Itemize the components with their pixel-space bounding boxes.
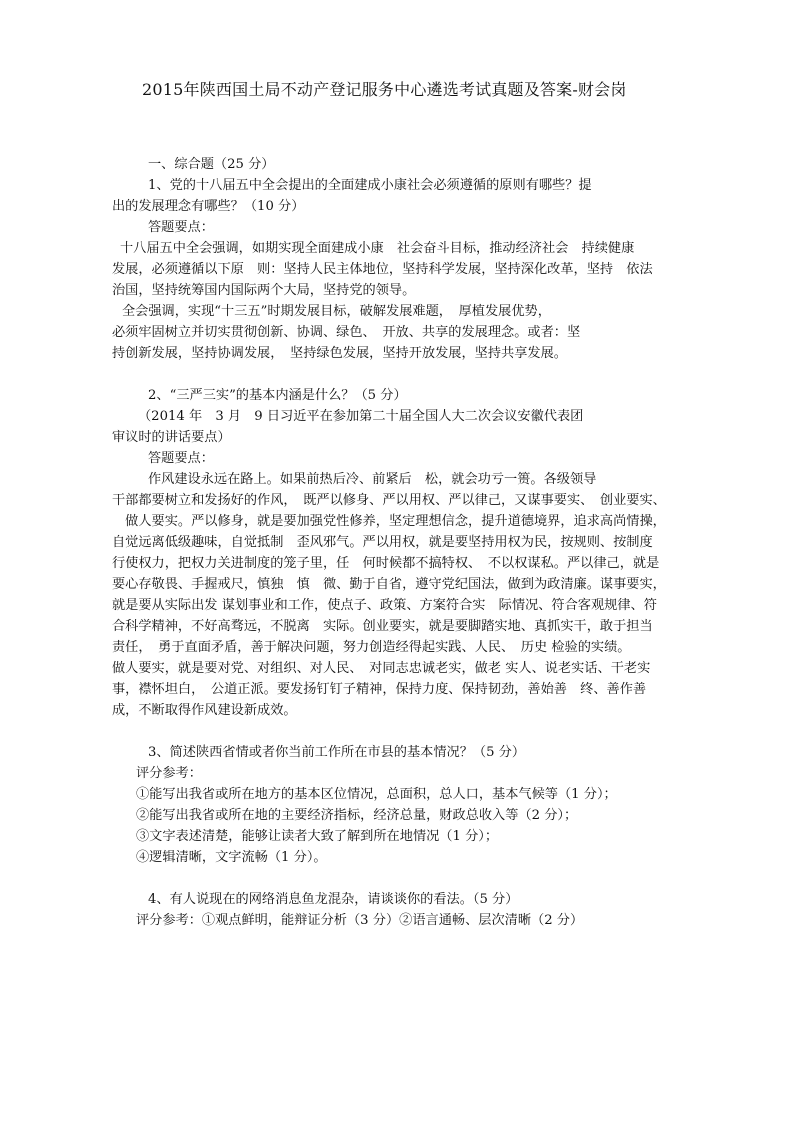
answer-paragraph-line: 合科学精神，不好高骛远，不脱离 实际。创业要实，就是要脚踏实地、真抓实干，敢于担当	[112, 619, 653, 634]
question-2-note: （2014 年 3 月 9 日习近平在参加第二十届全国人大二次会议安徽代表团	[138, 409, 584, 424]
answer-paragraph-line: 就是要从实际出发 谋划事业和工作，使点子、政策、方案符合实 际情况、符合客观规律、符	[112, 598, 657, 613]
answer-paragraph-line: 自觉远离低级趣味，自觉抵制 歪风邪气。严以用权，就是要坚持用权为民，按规则、按制度	[112, 535, 653, 550]
section-1-heading: 一、综合题（25 分）	[148, 157, 275, 172]
answer-points-label: 答题要点：	[148, 451, 214, 466]
question-3-text: 3、简述陕西省情或者你当前工作所在市县的基本情况？（5 分）	[148, 745, 526, 760]
question-4-text: 4、有人说现在的网络消息鱼龙混杂，请谈谈你的看法。（5 分）	[148, 892, 519, 907]
question-2-note-cont: 审议时的讲话要点）	[112, 430, 231, 445]
document-title: 2015年陕西国土局不动产登记服务中心遴选考试真题及答案-财会岗	[142, 80, 627, 99]
question-1-text: 1、党的十八届五中全会提出的全面建成小康社会必须遵循的原则有哪些？提	[148, 178, 592, 193]
answer-paragraph-line: 全会强调，实现“十三五”时期发展目标，破解发展难题， 厚植发展优势，	[122, 304, 551, 319]
answer-paragraph-line: 十八届五中全会强调，如期实现全面建成小康 社会奋斗目标，推动经济社会 持续健康	[120, 241, 635, 256]
scoring-reference-label: 评分参考：	[136, 766, 202, 781]
answer-paragraph-line: 必须牢固树立并切实贯彻创新、协调、绿色、 开放、共享的发展理念。或者：坚	[112, 325, 581, 340]
answer-paragraph-line: 做人要实。严以修身，就是要加强党性修养，坚定理想信念，提升道德境界，追求高尚情操，	[112, 514, 666, 529]
scoring-reference: 评分参考：①观点鲜明，能辩证分析（3 分）②语言通畅、层次清晰（2 分）	[136, 913, 584, 928]
answer-paragraph-line: 持创新发展，坚持协调发展， 坚持绿色发展，坚持开放发展，坚持共享发展。	[112, 346, 567, 361]
answer-paragraph-line: 要心存敬畏、手握戒尺，慎独 慎 微、勤于自省，遵守党纪国法，做到为政清廉。谋事要实，	[112, 577, 666, 592]
answer-paragraph-line: 做人要实，就是要对党、对组织、对人民、 对同志忠诚老实，做老 实人、说老实话、干老实	[112, 661, 651, 676]
answer-paragraph-line: 发展，必须遵循以下原 则：坚持人民主体地位，坚持科学发展，坚持深化改革，坚持 依法	[112, 262, 653, 277]
answer-paragraph-line: 责任， 勇于直面矛盾，善于解决问题，努力创造经得起实践、人民、 历史 检验的实绩。	[112, 640, 631, 655]
answer-points-label: 答题要点：	[148, 220, 214, 235]
answer-paragraph-line: 行使权力，把权力关进制度的笼子里，任 何时候都不搞特权、 不以权谋私。严以律己，就是	[112, 556, 660, 571]
scoring-item: ④逻辑清晰，文字流畅（1 分）。	[136, 850, 327, 865]
scoring-item: ③文字表述清楚，能够让读者大致了解到所在地情况（1 分）；	[136, 829, 499, 844]
answer-paragraph-line: 事，襟怀坦白， 公道正派。要发扬钉钉子精神，保持力度、保持韧劲，善始善 终、善作善	[112, 682, 647, 697]
scoring-item: ②能写出我省或所在地的主要经济指标，经济总量，财政总收入等（2 分）；	[136, 808, 578, 823]
question-2-text: 2、“三严三实”的基本内涵是什么？（5 分）	[148, 388, 407, 403]
question-1-text-cont: 出的发展理念有哪些？（10 分）	[112, 199, 305, 214]
document-body	[112, 154, 712, 931]
answer-paragraph-line: 干部都要树立和发扬好的作风， 既严以修身、严以用权、严以律己，又谋事要实、 创业要实、	[112, 493, 666, 508]
answer-paragraph-line: 成，不断取得作风建设新成效。	[112, 703, 297, 718]
scoring-item: ①能写出我省或所在地方的基本区位情况，总面积，总人口，基本气候等（1 分）；	[136, 787, 617, 802]
answer-paragraph-line: 作风建设永远在路上。如果前热后冷、前紧后 松，就会功亏一篑。各级领导	[148, 472, 597, 487]
answer-paragraph-line: 治国，坚持统筹国内国际两个大局，坚持党的领导。	[112, 283, 416, 298]
